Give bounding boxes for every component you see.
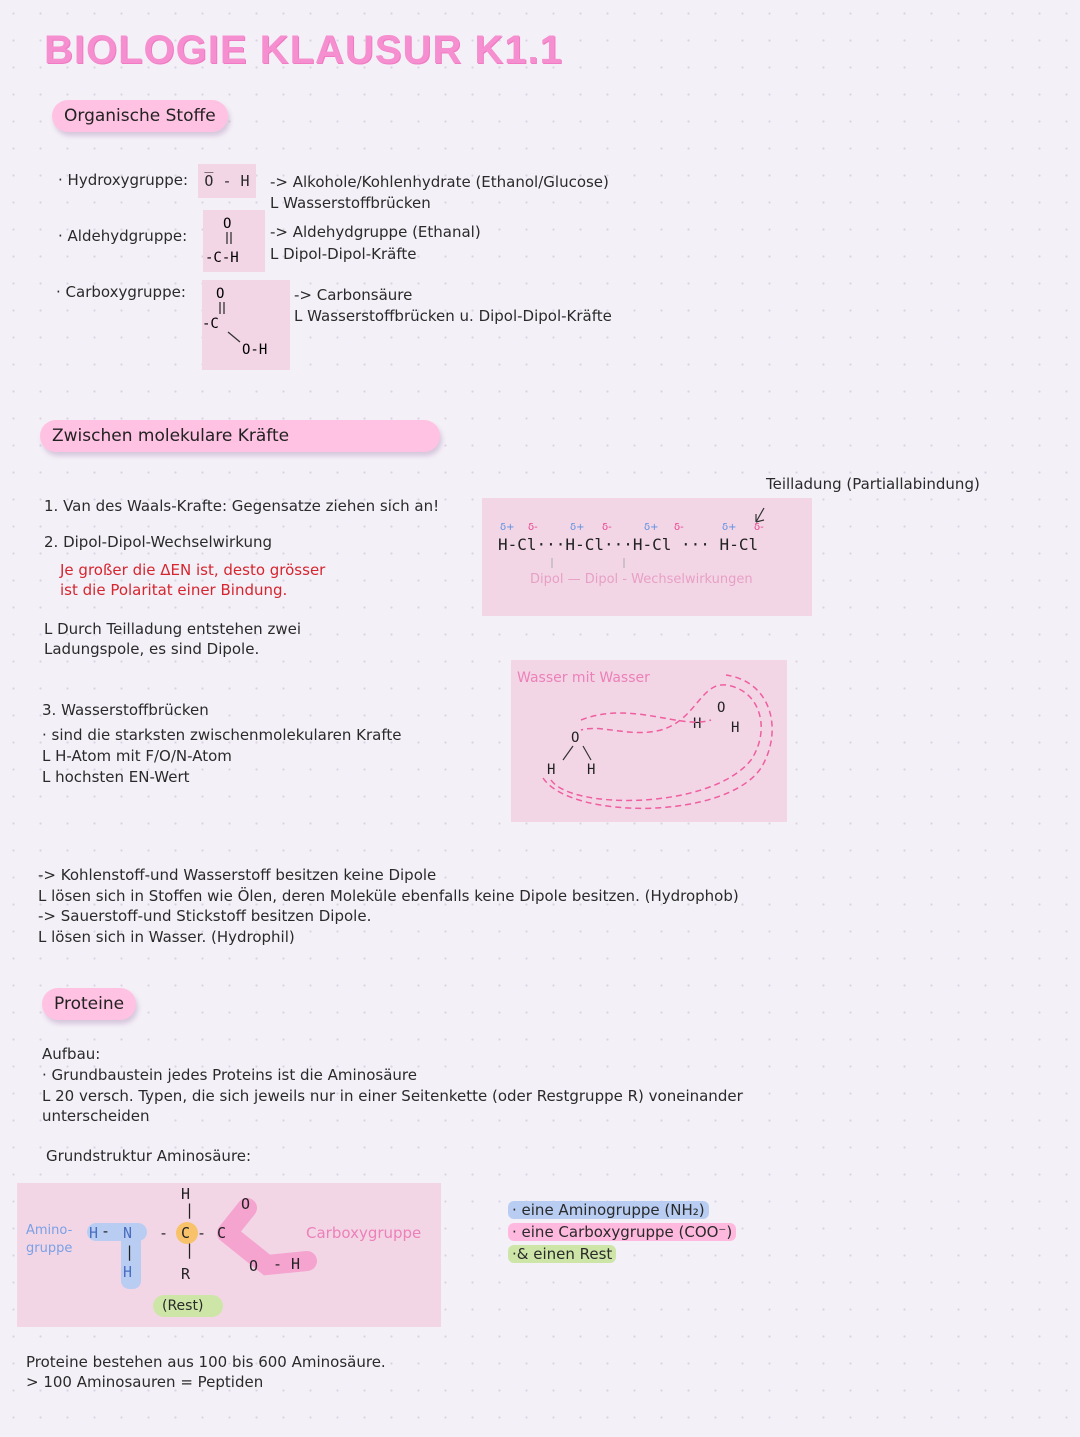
- formula-hydroxy: O̅ - H: [198, 164, 256, 198]
- svg-text:N: N: [123, 1224, 133, 1242]
- hbond-line2: L H-Atom mit F/O/N-Atom: [42, 747, 232, 765]
- svg-text:-C-H: -C-H: [205, 250, 239, 266]
- teil-line1: L Durch Teilladung entstehen zwei: [44, 620, 301, 638]
- svg-text:H: H: [547, 762, 556, 778]
- hbond-line3: L hochsten EN-Wert: [42, 768, 190, 786]
- svg-text:-: -: [159, 1224, 169, 1242]
- label-aldehyd: · Aldehydgruppe:: [58, 227, 188, 245]
- teilladung-label: Teilladung (Partiallabindung): [766, 475, 980, 493]
- carboxy-label: Carboxygruppe: [306, 1224, 422, 1242]
- rest-label: (Rest): [162, 1298, 204, 1314]
- heading-proteins: Proteine: [42, 988, 136, 1020]
- svg-text:H: H: [291, 1255, 301, 1273]
- vdw-text: 1. Van des Waals-Krafte: Gegensatze ziehen sich an!: [44, 497, 440, 515]
- svg-text:O-H: O-H: [242, 342, 268, 358]
- protein-line1: · Grundbaustein jedes Proteins ist die Aminosäure: [42, 1066, 417, 1084]
- svg-text:δ-: δ-: [602, 522, 612, 533]
- dipol-diagram: [482, 498, 812, 616]
- svg-text:δ-: δ-: [674, 522, 684, 533]
- svg-text:R: R: [181, 1265, 191, 1283]
- label-carboxy: · Carboxygruppe:: [56, 283, 186, 301]
- svg-text:H: H: [89, 1224, 99, 1242]
- svg-text:O: O: [241, 1195, 251, 1213]
- amino-label: Amino-gruppe: [26, 1223, 73, 1256]
- svg-text:δ+: δ+: [500, 522, 515, 533]
- red-line1: Je großer die ΔEN ist, desto grösser: [60, 561, 326, 579]
- heading-organic: Organische Stoffe: [52, 100, 228, 132]
- note-3: -> Sauerstoff-und Stickstoff besitzen Dipole.: [38, 907, 372, 925]
- svg-text:δ-: δ-: [528, 522, 538, 533]
- svg-text:O: O: [216, 286, 225, 302]
- svg-text:δ+: δ+: [570, 522, 585, 533]
- wasser-label: Wasser mit Wasser: [517, 670, 650, 686]
- formula-aldehyd: [203, 210, 265, 272]
- svg-text:-: -: [197, 1224, 207, 1242]
- svg-text:H: H: [587, 762, 596, 778]
- footer-line2: > 100 Aminosauren = Peptiden: [26, 1373, 264, 1391]
- svg-text:δ+: δ+: [644, 522, 659, 533]
- carboxy-line1: -> Carbonsäure: [294, 286, 413, 304]
- hbond-heading: 3. Wasserstoffbrücken: [42, 701, 209, 719]
- heading-forces: Zwischen molekulare Kräfte: [40, 420, 440, 452]
- svg-text:-: -: [273, 1255, 283, 1273]
- page-title: BIOLOGIE KLAUSUR K1.1: [44, 28, 563, 72]
- protein-line3: unterscheiden: [42, 1107, 150, 1125]
- svg-text:H: H: [731, 720, 740, 736]
- svg-text:O: O: [571, 730, 580, 746]
- red-line2: ist die Polaritat einer Bindung.: [60, 581, 288, 599]
- wasser-diagram: [511, 660, 787, 822]
- svg-text:O: O: [717, 700, 726, 716]
- teil-line2: Ladungspole, es sind Dipole.: [44, 640, 260, 658]
- hbond-line1: · sind die starksten zwischenmolekularen Krafte: [42, 726, 402, 744]
- svg-text:|: |: [185, 1241, 195, 1259]
- svg-text:H-Cl···H-Cl···H-Cl ··· H-Cl: H-Cl···H-Cl···H-Cl ··· H-Cl: [498, 535, 759, 554]
- legend-rest: ·& einen Rest: [508, 1245, 616, 1263]
- svg-text:C: C: [217, 1224, 227, 1242]
- hydroxy-line1: -> Alkohole/Kohlenhydrate (Ethanol/Glucose): [270, 173, 609, 191]
- note-2: L lösen sich in Stoffen wie Ölen, deren Moleküle ebenfalls keine Dipole besitzen. (Hydrophob): [38, 887, 739, 905]
- aldehyd-line2: L Dipol-Dipol-Kräfte: [270, 245, 417, 263]
- grundstruktur-label: Grundstruktur Aminosäure:: [46, 1147, 252, 1165]
- svg-text:δ+: δ+: [722, 522, 737, 533]
- legend-carboxy: · eine Carboxygruppe (COO⁻): [508, 1223, 736, 1241]
- footer-line1: Proteine bestehen aus 100 bis 600 Aminosäure.: [26, 1353, 386, 1371]
- dipol-text: 2. Dipol-Dipol-Wechselwirkung: [44, 533, 272, 551]
- note-4: L lösen sich in Wasser. (Hydrophil): [38, 928, 295, 946]
- hydroxy-line2: L Wasserstoffbrücken: [270, 194, 431, 212]
- dipol-caption: Dipol — Dipol - Wechselwirkungen: [530, 572, 753, 587]
- svg-text:|: |: [185, 1201, 195, 1219]
- protein-line2: L 20 versch. Typen, die sich jeweils nur in einer Seitenkette (oder Restgruppe R) voneinander: [42, 1087, 743, 1105]
- formula-carboxy: [202, 280, 290, 370]
- dipol-svg: [482, 498, 812, 616]
- carboxy-line2: L Wasserstoffbrücken u. Dipol-Dipol-Kräfte: [294, 307, 612, 325]
- svg-text:-: -: [101, 1222, 111, 1240]
- svg-text:C: C: [181, 1224, 191, 1242]
- label-hydroxy: · Hydroxygruppe:: [58, 171, 189, 189]
- svg-text:H: H: [123, 1263, 133, 1281]
- carboxy-structure: [202, 280, 290, 370]
- aldehyd-line1: -> Aldehydgruppe (Ethanal): [270, 223, 481, 241]
- svg-text:-C: -C: [202, 316, 219, 332]
- svg-text:O: O: [249, 1257, 259, 1275]
- aldehyd-structure: [203, 210, 265, 272]
- aufbau-label: Aufbau:: [42, 1045, 101, 1063]
- note-1: -> Kohlenstoff-und Wasserstoff besitzen keine Dipole: [38, 866, 437, 884]
- svg-text:H: H: [693, 716, 702, 732]
- svg-text:H: H: [181, 1185, 191, 1203]
- svg-text:δ-: δ-: [754, 522, 764, 533]
- svg-text:|: |: [125, 1243, 135, 1261]
- legend-amino: · eine Aminogruppe (NH₂): [508, 1201, 709, 1219]
- wasser-svg: [511, 660, 787, 822]
- svg-text:O: O: [223, 216, 232, 232]
